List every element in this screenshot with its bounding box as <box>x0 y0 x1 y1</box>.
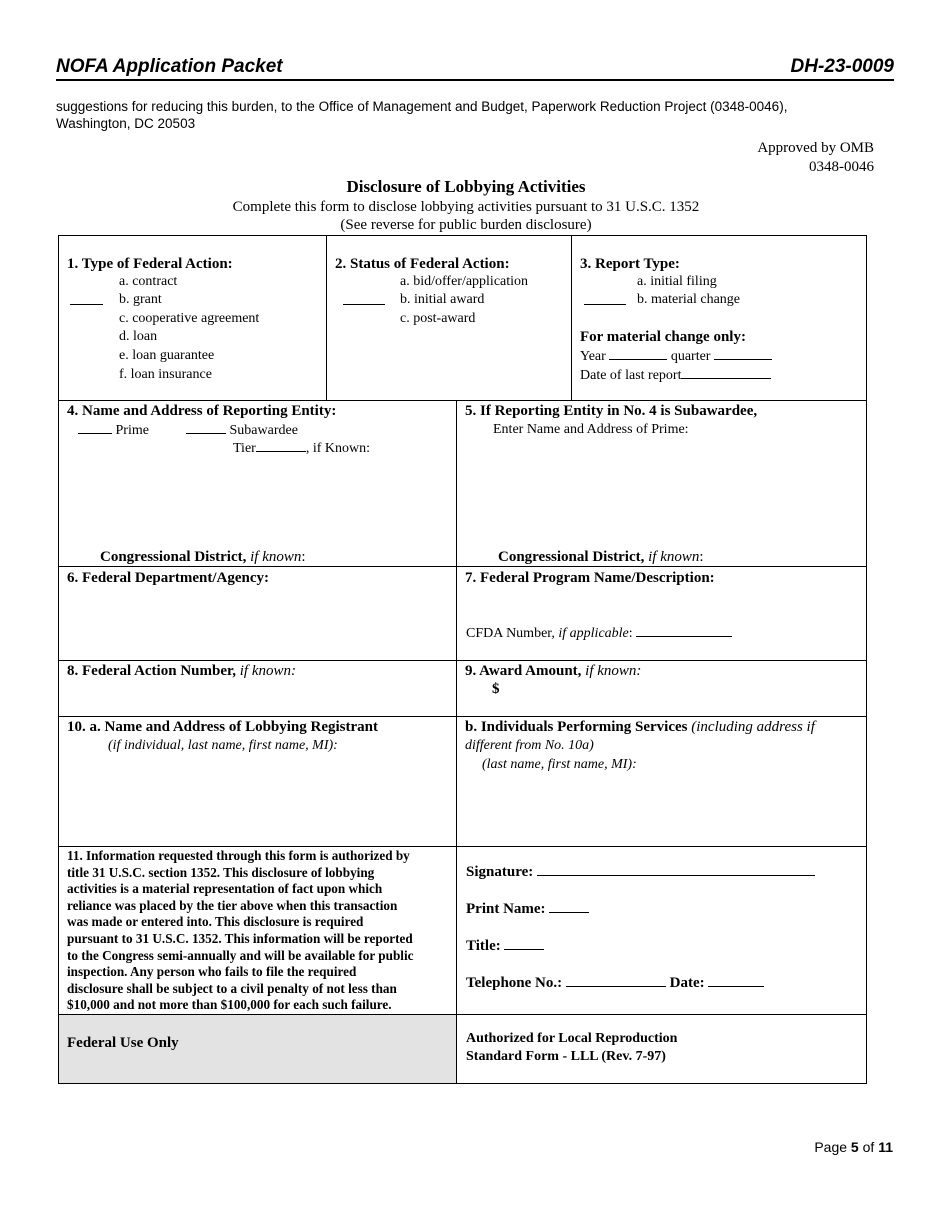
s4-label: 4. Name and Address of Reporting Entity: <box>67 403 337 419</box>
authorization-note: Authorized for Local Reproduction Standard Form - LLL (Rev. 7-97) <box>466 1031 678 1064</box>
s4-subawardee: Subawardee <box>186 421 298 440</box>
title-field[interactable] <box>504 937 544 950</box>
s2-checkline[interactable] <box>343 292 385 305</box>
print-name-field[interactable] <box>549 900 589 913</box>
s3-checkline[interactable] <box>584 292 626 305</box>
s5-label: 5. If Reporting Entity in No. 4 is Subawardee, <box>465 403 758 419</box>
s10a-sub: (if individual, last name, first name, MI): <box>108 738 338 753</box>
s1-item-d: d. loan <box>119 329 158 344</box>
s1-checkline[interactable] <box>70 292 103 305</box>
s10b-line3: (last name, first name, MI): <box>482 757 637 772</box>
s8-label: 8. Federal Action Number, if known: <box>67 663 297 679</box>
form-title: Disclosure of Lobbying Activities <box>346 177 586 196</box>
telephone-row: Telephone No.: Date: <box>466 974 764 992</box>
s5-district: Congressional District, if known: <box>498 549 704 565</box>
s3-year-quarter: Year quarter <box>580 347 772 366</box>
s7-cfda: CFDA Number, if applicable: <box>466 624 732 643</box>
print-name-row: Print Name: <box>466 900 589 918</box>
federal-use-only: Federal Use Only <box>67 1035 179 1051</box>
year-field[interactable] <box>609 347 667 360</box>
omb-approval: Approved by OMB 0348-0046 <box>757 140 874 175</box>
s2-item-b: b. initial award <box>400 292 485 307</box>
s1-item-a: a. contract <box>119 274 178 289</box>
header-title: NOFA Application Packet <box>56 56 283 77</box>
s3-item-a: a. initial filing <box>637 274 717 289</box>
s4-prime: Prime <box>78 421 149 440</box>
s3-material-change-label: For material change only: <box>580 329 746 345</box>
date-field[interactable] <box>708 974 764 987</box>
last-report-field[interactable] <box>681 366 771 379</box>
s10b-label: b. Individuals Performing Services (including address if <box>465 719 815 735</box>
s2-item-a: a. bid/offer/application <box>400 274 529 289</box>
form-subtitle-2: (See reverse for public burden disclosure) <box>340 217 592 233</box>
s2-item-c: c. post-award <box>400 311 476 326</box>
tier-field[interactable] <box>256 439 306 452</box>
header-rule <box>56 79 894 81</box>
s1-item-c: c. cooperative agreement <box>119 311 260 326</box>
s7-label: 7. Federal Program Name/Description: <box>465 570 715 586</box>
signature-row: Signature: <box>466 863 815 881</box>
s10a-label: 10. a. Name and Address of Lobbying Registrant <box>67 719 379 735</box>
document-id: DH-23-0009 <box>790 56 894 77</box>
s3-label: 3. Report Type: <box>580 256 680 272</box>
s5-sub: Enter Name and Address of Prime: <box>493 422 689 437</box>
signature-field[interactable] <box>537 863 815 876</box>
title-row: Title: <box>466 937 544 955</box>
prime-field[interactable] <box>78 421 112 434</box>
subawardee-field[interactable] <box>186 421 226 434</box>
s1-item-f: f. loan insurance <box>119 367 212 382</box>
s4-district: Congressional District, if known: <box>100 549 306 565</box>
intro-text: suggestions for reducing this burden, to the Office of Management and Budget, Paperwork Reduction Project (0348-0046), Washington, DC 20503 <box>56 99 788 131</box>
s6-label: 6. Federal Department/Agency: <box>67 570 270 586</box>
s2-label: 2. Status of Federal Action: <box>335 256 510 272</box>
s1-item-b: b. grant <box>119 292 162 307</box>
s1-item-e: e. loan guarantee <box>119 348 215 363</box>
s9-dollar: $ <box>492 681 500 697</box>
cfda-field[interactable] <box>636 624 732 637</box>
telephone-field[interactable] <box>566 974 666 987</box>
s4-tier: Tier , if Known: <box>233 441 370 456</box>
page-number: Page 5 of 11 <box>814 1139 893 1155</box>
s11-text: 11. Information requested through this form is authorized by title 31 U.S.C. section 1352. This disclosure of lobbying activities is a material representation of fact upon which reliance was placed by the tier above when this transaction was made or entered into. This disclosure is required pursuant to 31 U.S.C. 1352. This information will be reported to the Congress semi-annually and will be available for public inspection. Any person who fails to file the required disclosure shall be subject to a civil penalty of not less than $10,000 and not more than $100,000 for each such failure. <box>67 848 414 1013</box>
form-subtitle: Complete this form to disclose lobbying activities pursuant to 31 U.S.C. 1352 <box>232 199 700 215</box>
s10b-line2: different from No. 10a) <box>465 738 594 753</box>
s1-label: 1. Type of Federal Action: <box>67 256 233 272</box>
s3-last-report: Date of last report <box>580 366 771 385</box>
quarter-field[interactable] <box>714 347 772 360</box>
s3-item-b: b. material change <box>637 292 741 307</box>
s9-label: 9. Award Amount, if known: <box>465 663 642 679</box>
